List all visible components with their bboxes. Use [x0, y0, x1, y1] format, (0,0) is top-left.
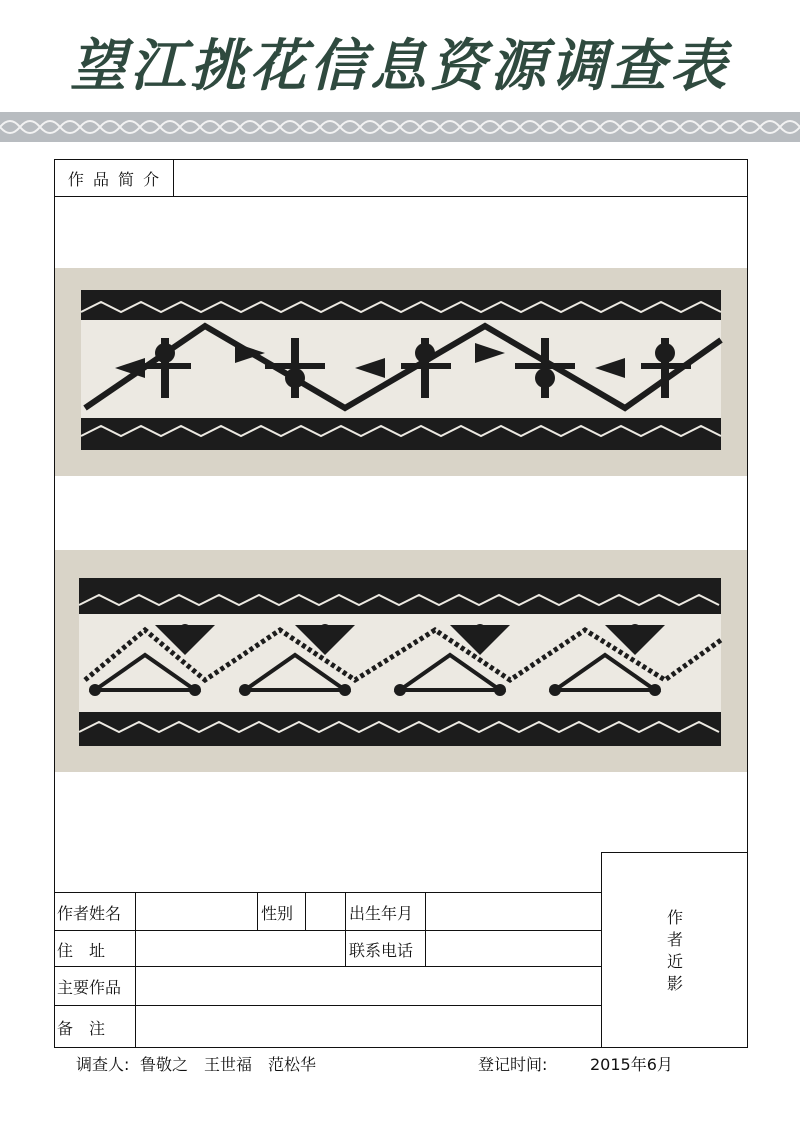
- works-field[interactable]: [137, 968, 601, 1005]
- phone-label: 联系电话: [349, 940, 414, 960]
- gender-field[interactable]: [307, 894, 345, 930]
- address-field[interactable]: [137, 932, 345, 966]
- intro-label: 作 品 简 介: [67, 170, 162, 189]
- birth-label: 出生年月: [349, 903, 414, 923]
- author-name-field[interactable]: [137, 894, 257, 930]
- birth-field[interactable]: [427, 894, 601, 930]
- register-date: 2015年6月: [590, 1055, 673, 1074]
- phone-field[interactable]: [427, 932, 601, 966]
- investigator-label: 调查人:: [76, 1055, 130, 1074]
- intro-field[interactable]: [175, 160, 747, 197]
- investigators: 鲁敬之 王世福 范松华: [140, 1055, 317, 1074]
- author-photo-label: 作 者 近 影: [666, 908, 683, 993]
- remarks-field[interactable]: [137, 1007, 601, 1047]
- register-label: 登记时间:: [478, 1055, 548, 1074]
- survey-form: [54, 159, 748, 1048]
- embroidery-photo-2: [55, 550, 747, 772]
- remarks-label: 备 注: [57, 1018, 106, 1038]
- address-label: 住 址: [57, 940, 106, 960]
- gender-label: 性别: [261, 903, 294, 923]
- decorative-border-band: [0, 112, 800, 142]
- page-title: 望江挑花信息资源调查表: [70, 33, 730, 99]
- works-label: 主要作品: [57, 978, 122, 997]
- author-name-label: 作者姓名: [57, 903, 122, 923]
- embroidery-photo-1: [55, 268, 747, 476]
